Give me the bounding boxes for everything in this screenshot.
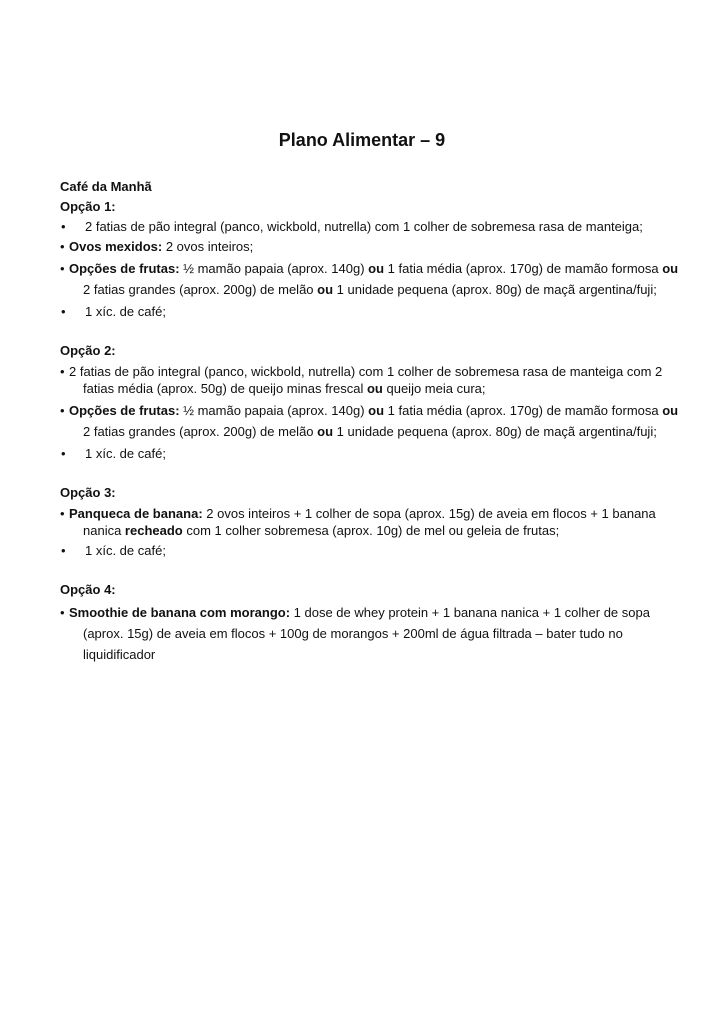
item-text: ½ mamão papaia (aprox. 140g) [179, 403, 369, 418]
option-4-heading: Opção 4: [60, 582, 116, 597]
item-or: ou [662, 261, 679, 276]
item-text: 2 fatias grandes (aprox. 200g) de melão [83, 282, 318, 297]
item-or: ou [317, 424, 334, 439]
item-text: 2 ovos inteiros; [162, 239, 254, 254]
option-3-heading: Opção 3: [60, 485, 116, 500]
meal-plan-content [60, 178, 680, 665]
item-text: 2 fatias de pão integral (panco, wickbold, nutrella) com 1 colher de sobremesa rasa de manteiga; [85, 219, 643, 234]
item-text: 1 xíc. de café; [85, 304, 166, 319]
item-text: 1 fatia média (aprox. 170g) de mamão formosa [384, 261, 663, 276]
bullet: • [61, 304, 66, 319]
item-label: Smoothie de banana com morango: [69, 605, 291, 620]
option-1-item-eggs: • Ovos mexidos: 2 ovos inteiros; [60, 239, 254, 254]
page-title: Plano Alimentar – 9 [278, 130, 446, 150]
bullet: • [61, 219, 66, 234]
item-or: ou [368, 403, 385, 418]
item-text: 2 ovos inteiros + 1 colher de sopa (aprox. 15g) de aveia em flocos + 1 banana nanica [83, 506, 656, 538]
item-text: 2 fatias de pão integral (panco, wickbold, nutrella) com 1 colher de sobremesa rasa de manteiga com 2 fatias média (aprox. 50g) de queijo minas frescal [69, 364, 663, 396]
item-text: 1 dose de whey protein + 1 banana nanica + 1 colher de sopa (aprox. 15g) de aveia em flocos + 100g de morangos + 200ml de água filtrada – bater tudo no liquidificador [83, 605, 650, 662]
option-2-heading: Opção 2: [60, 343, 116, 358]
item-or: ou [368, 261, 385, 276]
option-3-item-pancake: • Panqueca de banana: 2 ovos inteiros + 1 colher de sopa (aprox. 15g) de aveia em flocos + 1 banana nanica recheado com 1 colher sobremesa (aprox. 10g) de mel ou geleia de frutas; [60, 506, 656, 538]
bullet: • [61, 543, 66, 558]
option-1-heading: Opção 1: [60, 199, 116, 214]
item-label: Opções de frutas: [69, 261, 180, 276]
option-1-list [60, 218, 680, 320]
item-text: 1 unidade pequena (aprox. 80g) de maçã argentina/fuji; [333, 424, 657, 439]
option-2-item-coffee [60, 445, 680, 462]
option-3-item-coffee [60, 542, 680, 559]
option-1-item-coffee [60, 303, 680, 320]
item-text: 1 unidade pequena (aprox. 80g) de maçã argentina/fuji; [333, 282, 657, 297]
item-label: Opções de frutas: [69, 403, 180, 418]
bullet: • [61, 446, 66, 461]
option-1-item-fruits: • Opções de frutas: ½ mamão papaia (aprox. 140g) ou 1 fatia média (aprox. 170g) de mamão formosa ou 2 fatias grandes (aprox. 200g) de melão ou 1 unidade pequena (aprox. 80g) de maçã argentina/fuji; [60, 261, 679, 297]
section-heading: Café da Manhã [60, 179, 152, 194]
item-text: com 1 colher sobremesa (aprox. 10g) de mel ou geleia de frutas; [182, 523, 560, 538]
item-text: ½ mamão papaia (aprox. 140g) [179, 261, 369, 276]
item-text: queijo meia cura; [382, 381, 486, 396]
item-or: ou [317, 282, 334, 297]
item-text: 2 fatias grandes (aprox. 200g) de melão [83, 424, 318, 439]
item-text: 1 fatia média (aprox. 170g) de mamão formosa [384, 403, 663, 418]
option-2-list [60, 363, 680, 462]
item-text: 1 xíc. de café; [85, 543, 166, 558]
option-4-list [60, 602, 680, 665]
item-label: Ovos mexidos: [69, 239, 163, 254]
item-or: ou [366, 381, 383, 396]
option-2-item-fruits: • Opções de frutas: ½ mamão papaia (aprox. 140g) ou 1 fatia média (aprox. 170g) de mamão formosa ou 2 fatias grandes (aprox. 200g) de melão ou 1 unidade pequena (aprox. 80g) de maçã argentina/fuji; [60, 403, 679, 439]
item-emphasis: recheado [124, 523, 183, 538]
item-label: Panqueca de banana: [69, 506, 203, 521]
option-1-item-bread [60, 218, 680, 235]
item-text: 1 xíc. de café; [85, 446, 166, 461]
option-2-item-bread: • 2 fatias de pão integral (panco, wickbold, nutrella) com 1 colher de sobremesa rasa de manteiga com 2 fatias média (aprox. 50g) de queijo minas frescal ou queijo meia cura; [60, 364, 663, 396]
option-4-item-smoothie: • Smoothie de banana com morango: 1 dose de whey protein + 1 banana nanica + 1 colher de sopa (aprox. 15g) de aveia em flocos + 100g de morangos + 200ml de água filtrada – bater tudo no liquidificador [60, 605, 650, 662]
item-or: ou [662, 403, 679, 418]
option-3-list [60, 505, 680, 559]
